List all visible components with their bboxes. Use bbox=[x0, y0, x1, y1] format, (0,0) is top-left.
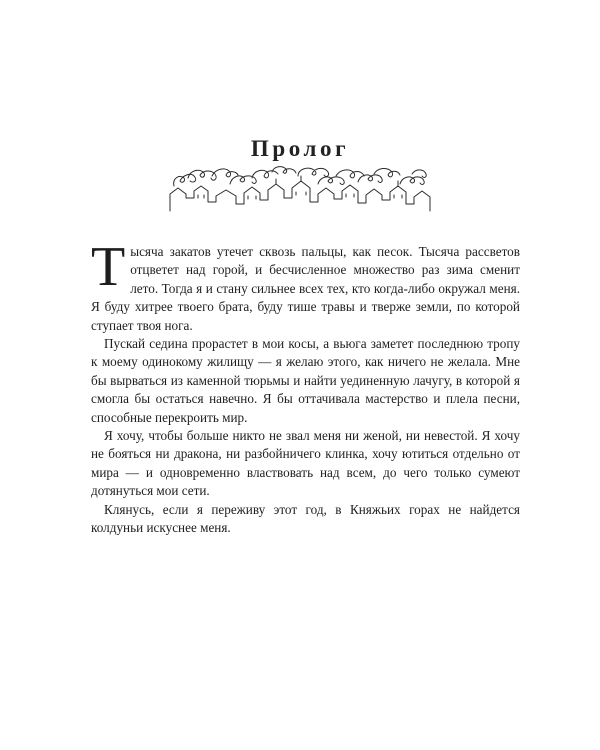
paragraph-text: ысяча закатов утечет сквозь пальцы, как песок. Тысяча рассветов отцветет над горой, и бесчисленное множество раз зима сменит лето. Тогда я и стану сильнее всех тех, кто когда-либо окружал меня. Я буду хитрее твоего брата, буду тише травы и тверже земли, по которой ступает твоя нога. bbox=[91, 244, 520, 333]
chapter-title: Пролог bbox=[250, 136, 350, 162]
paragraph bbox=[91, 236, 520, 335]
prologue-text bbox=[91, 236, 520, 538]
paragraph: Клянусь, если я переживу этот год, в Княжьих горах не найдется колдуньи искуснее меня. bbox=[91, 501, 520, 536]
paragraph: Я хочу, чтобы больше никто не звал меня ни женой, ни невестой. Я хочу не бояться ни дракона, ни разбойничего клинка, хочу ютиться отдельно от мира — и одновременно властвовать над всем, до чего только сумеют дотянуться мои сети. bbox=[91, 428, 520, 499]
paragraph: Пускай седина прорастет в мои косы, а вьюга заметет последнюю тропу к моему одинокому жилищу — я желаю этого, как ничего не желала. Мне бы вырваться из каменной тюрьмы и найти уединенную лачугу, в которой я смогла бы остаться навечно. Я бы оттачивала мастерство и плела песни, способные перекроить мир. bbox=[91, 336, 520, 425]
skyline-flame-ornament-icon bbox=[168, 164, 432, 214]
drop-cap: Т bbox=[91, 236, 126, 298]
